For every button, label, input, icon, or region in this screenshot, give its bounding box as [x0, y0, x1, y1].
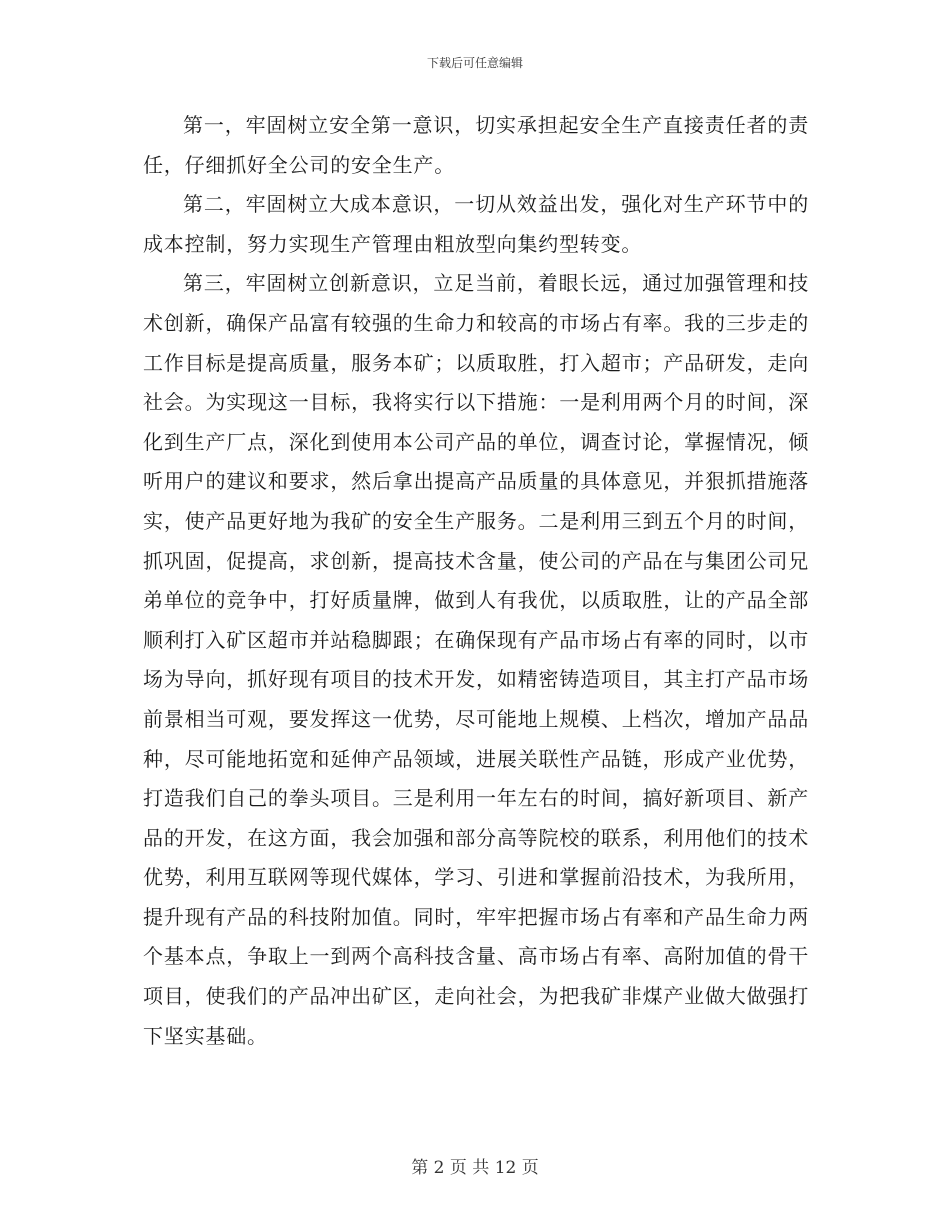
- page-footer: [0, 1153, 950, 1178]
- page-prefix: 第: [411, 1158, 429, 1178]
- paragraph-1: 第一，牢固树立安全第一意识，切实承担起安全生产直接责任者的责任，仔细抓好全公司的安全生产。: [143, 113, 809, 177]
- page-total-number: 12: [494, 1158, 517, 1178]
- document-body: [143, 106, 809, 1056]
- page-middle-text: 页 共: [449, 1158, 490, 1178]
- page-header: [0, 54, 950, 71]
- page-current-number: 2: [433, 1158, 445, 1178]
- paragraph-2: 第二，牢固树立大成本意识，一切从效益出发，强化对生产环节中的成本控制，努力实现生产管理由粗放型向集约型转变。: [143, 192, 809, 256]
- header-note: 下载后可任意编辑: [426, 56, 523, 70]
- page-suffix: 页: [521, 1158, 539, 1178]
- paragraph-3: 第三，牢固树立创新意识，立足当前，着眼长远，通过加强管理和技术创新，确保产品富有较强的生命力和较高的市场占有率。我的三步走的工作目标是提高质量，服务本矿；以质取胜，打入超市；产品研发，走向社会。为实现这一目标，我将实行以下措施：一是利用两个月的时间，深化到生产厂点，深化到使用本公司产品的单位，调查讨论，掌握情况，倾听用户的建议和要求，然后拿出提高产品质量的具体意见，并狠抓措施落实，使产品更好地为我矿的安全生产服务。二是利用三到五个月的时间，抓巩固，促提高，求创新，提高技术含量，使公司的产品在与集团公司兄弟单位的竞争中，打好质量牌，做到人有我优，以质取胜，让的产品全部顺利打入矿区超市并站稳脚跟；在确保现有产品市场占有率的同时，以市场为导向，抓好现有项目的技术开发，如精密铸造项目，其主打产品市场前景相当可观，要发挥这一优势，尽可能地上规模、上档次，增加产品品种，尽可能地拓宽和延伸产品领域，进展关联性产品链，形成产业优势，打造我们自己的拳头项目。三是利用一年左右的时间，搞好新项目、新产品的开发，在这方面，我会加强和部分高等院校的联系，利用他们的技术优势，利用互联网等现代媒体，学习、引进和掌握前沿技术，为我所用，提升现有产品的科技附加值。同时，牢牢把握市场占有率和产品生命力两个基本点，争取上一到两个高科技含量、高市场占有率、高附加值的骨干项目，使我们的产品冲出矿区，走向社会，为把我矿非煤产业做大做强打下坚实基础。: [143, 271, 809, 1048]
